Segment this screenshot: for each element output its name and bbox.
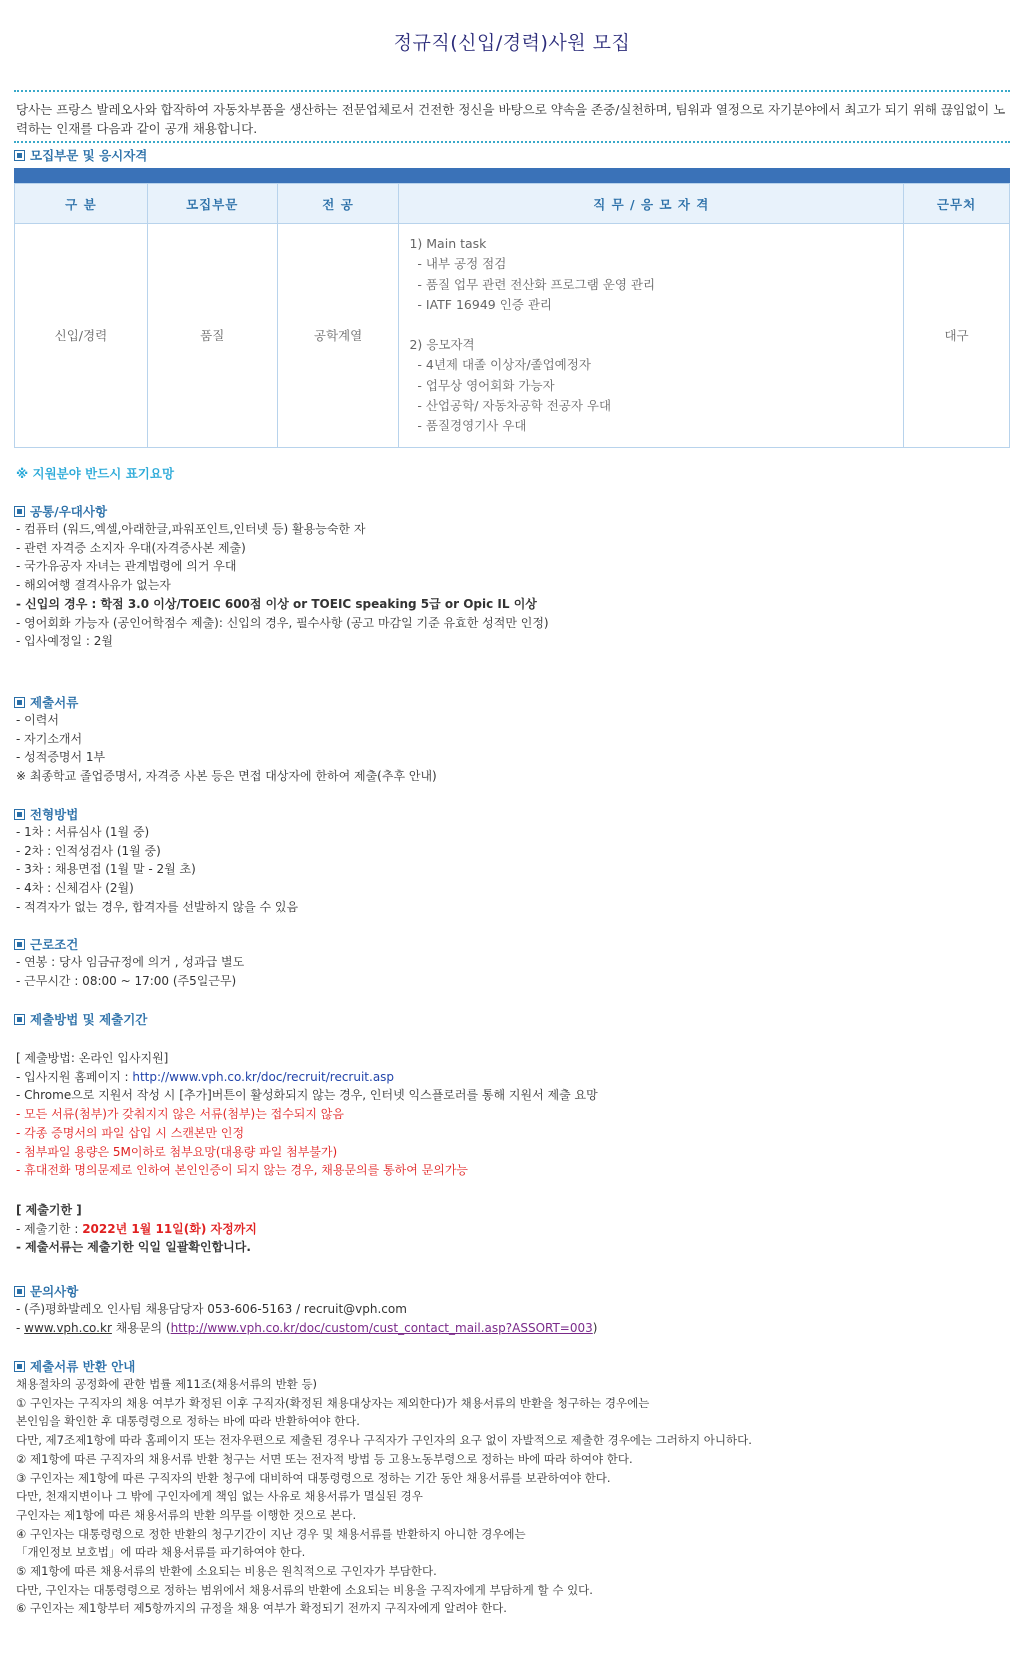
list-item: - 영어회화 가능자 (공인어학점수 제출): 신입의 경우, 필수사항 (공고 마감일 기준 유효한 성적만 인정) (16, 615, 549, 630)
required-note: ※ 지원분야 반드시 표기요망 (16, 466, 175, 481)
contact-mail-link[interactable]: http://www.vph.co.kr/doc/custom/cust_contact_mail.asp?ASSORT=003 (170, 1320, 593, 1335)
list-item: ※ 최종학교 졸업증명서, 자격증 사본 등은 면접 대상자에 한하여 제출(추후 안내) (16, 769, 437, 784)
bullet-box-icon (14, 1014, 25, 1025)
list-item: 다만, 구인자는 대통령령으로 정하는 범위에서 채용서류의 반환에 소요되는 비용을 구직자에게 부담하게 할 수 있다. (16, 1582, 593, 1597)
return-list (16, 1375, 752, 1618)
list-item: - 휴대전화 명의문제로 인하여 본인인증이 되지 않는 경우, 채용문의를 통하여 문의가능 (16, 1163, 469, 1178)
bullet-box-icon (14, 506, 25, 517)
list-item: ③ 구인자는 제1항에 따른 구직자의 반환 청구에 대비하여 대통령령으로 정하는 기간 동안 채용서류를 보관하여야 한다. (16, 1470, 611, 1485)
list-item: ① 구인자는 구직자의 채용 여부가 확정된 이후 구직자(확정된 채용대상자는 제외한다)가 채용서류의 반환을 청구하는 경우에는 (16, 1395, 650, 1410)
list-item: 「개인정보 보호법」에 따라 채용서류를 파기하여야 한다. (16, 1545, 306, 1560)
process-list (16, 823, 298, 917)
deadline-block (16, 1201, 257, 1257)
duty-line: - 업무상 영어회화 가능자 (409, 377, 555, 393)
common-list (16, 520, 549, 651)
recruit-site-link[interactable]: http://www.vph.co.kr/doc/recruit/recruit.asp (132, 1069, 395, 1084)
cell-location: 대구 (904, 224, 1010, 448)
table-header-row (15, 184, 1010, 224)
list-item: - 4차 : 신체검사 (2월) (16, 881, 134, 896)
section-heading-process: 전형방법 (14, 805, 78, 823)
deadline-title: [ 제출기한 ] (16, 1203, 82, 1217)
cell-major: 공학계열 (277, 224, 399, 448)
col-header-location: 근무처 (904, 184, 1010, 224)
duty-line: - 내부 공정 점검 (409, 256, 507, 272)
apply-method-title: [ 제출방법: 온라인 입사지원] (16, 1051, 169, 1065)
table-row (15, 224, 1010, 448)
duty-line: - 4년제 대졸 이상자/졸업예정자 (409, 357, 591, 373)
list-item: - 성적증명서 1부 (16, 750, 106, 765)
col-header-type: 구 분 (15, 184, 148, 224)
intro-text: 당사는 프랑스 발레오사와 합작하여 자동차부품을 생산하는 전문업체로서 건전한 정신을 바탕으로 약속을 존중/실천하며, 팀워과 열정으로 자기분야에서 최고가 되기 위해 끊임없이 노력하는 인재를 다음과 같이 공개 채용합니다. (16, 102, 1006, 136)
contact-line: - www.vph.co.kr 채용문의 (http://www.vph.co.kr/doc/custom/cust_contact_mail.asp?ASSORT=003) (16, 1320, 598, 1335)
list-item: - 연봉 : 당사 임금규정에 의거 , 성과급 별도 (16, 955, 245, 969)
section-heading-return: 제출서류 반환 안내 (14, 1357, 135, 1375)
deadline-value: 2022년 1월 11일(화) 자정까지 (82, 1221, 257, 1236)
list-item: 구인자는 제1항에 따른 채용서류의 반환 의무를 이행한 것으로 본다. (16, 1507, 357, 1522)
list-item: ⑥ 구인자는 제1항부터 제5항까지의 규정을 채용 여부가 확정되기 전까지 구직자에게 알려야 한다. (16, 1601, 507, 1616)
list-item: - 적격자가 없는 경우, 합격자를 선발하지 않을 수 있음 (16, 899, 299, 914)
apply-list (16, 1049, 598, 1180)
list-item: - 각종 증명서의 파일 삽입 시 스캔본만 인정 (16, 1125, 245, 1140)
list-item: - 첨부파일 용량은 5M이하로 첨부요망(대용량 파일 첨부불가) (16, 1144, 338, 1159)
list-item: 다만, 제7조제1항에 따라 홈페이지 또는 전자우편으로 제출된 경우나 구직자가 구인자의 요구 없이 자발적으로 제출한 경우에는 그러하지 아니하다. (16, 1433, 752, 1448)
list-item: - 이력서 (16, 713, 59, 727)
list-item: - Chrome으로 지원서 작성 시 [추가]버튼이 활성화되지 않는 경우, 인터넷 익스플로러를 통해 지원서 제출 요망 (16, 1088, 598, 1103)
list-item: 본인임을 확인한 후 대통령령으로 정하는 바에 따라 반환하여야 한다. (16, 1414, 360, 1429)
list-item: ② 제1항에 따른 구직자의 채용서류 반환 청구는 서면 또는 전자적 방법 등 고용노동부령으로 정하는 바에 따라 하여야 한다. (16, 1451, 633, 1466)
table-top-bar (14, 168, 1010, 183)
col-header-duty: 직 무 / 응 모 자 격 (399, 184, 904, 224)
conditions-list (16, 953, 244, 990)
duty-line: - 품질경영기사 우대 (409, 418, 527, 434)
duty-line: 2) 응모자격 (409, 337, 475, 353)
list-item: 다만, 천재지변이나 그 밖에 구인자에게 책임 없는 사유로 채용서류가 멸실된 경우 (16, 1489, 423, 1504)
page-title: 정규직(신입/경력)사원 모집 (393, 32, 631, 54)
list-item: - 근무시간 : 08:00 ~ 17:00 (주5일근무) (16, 973, 237, 988)
section-heading-apply: 제출방법 및 제출기간 (14, 1010, 147, 1028)
list-item: 채용절차의 공정화에 관한 법률 제11조(채용서류의 반환 등) (16, 1377, 318, 1391)
cell-dept: 품질 (147, 224, 277, 448)
duty-line: - 산업공학/ 자동차공학 전공자 우대 (409, 398, 612, 414)
list-item: - 관련 자격증 소지자 우대(자격증사본 제출) (16, 540, 246, 555)
bullet-box-icon (14, 150, 25, 161)
cell-duty (399, 224, 904, 448)
contact-line: - (주)평화발레오 인사팀 채용담당자 053-606-5163 / recruit@vph.com (16, 1302, 407, 1316)
col-header-major: 전 공 (277, 184, 399, 224)
list-item: - 1차 : 서류심사 (1월 중) (16, 825, 150, 839)
col-header-dept: 모집부문 (147, 184, 277, 224)
divider-bottom (14, 141, 1010, 143)
section-heading-documents: 제출서류 (14, 693, 78, 711)
deadline-line: - 제출기한 : 2022년 1월 11일(화) 자정까지 (16, 1221, 257, 1236)
list-item: ④ 구인자는 대통령령으로 정한 반환의 청구기간이 지난 경우 및 채용서류를 반환하지 아니한 경우에는 (16, 1526, 526, 1541)
company-site-link[interactable]: www.vph.co.kr (24, 1320, 112, 1335)
list-item: - 컴퓨터 (워드,엑셀,아래한글,파워포인트,인터넷 등) 활용능숙한 자 (16, 522, 366, 536)
list-item: - 2차 : 인적성검사 (1월 중) (16, 843, 161, 858)
bullet-box-icon (14, 1361, 25, 1372)
list-item: - 국가유공자 자녀는 관계법령에 의거 우대 (16, 559, 237, 574)
list-item: - 입사지원 홈페이지 : http://www.vph.co.kr/doc/recruit/recruit.asp (16, 1069, 395, 1084)
bullet-box-icon (14, 939, 25, 950)
deadline-note: - 제출서류는 제출기한 익일 일괄확인합니다. (16, 1240, 251, 1255)
list-item: - 자기소개서 (16, 731, 83, 746)
list-item: - 3차 : 채용면접 (1월 말 - 2월 초) (16, 862, 196, 877)
contact-list (16, 1300, 597, 1337)
duty-line (409, 315, 893, 335)
duty-line: 1) Main task (409, 236, 487, 251)
divider-top (14, 90, 1010, 92)
list-item: - 모든 서류(첨부)가 갖춰지지 않은 서류(첨부)는 접수되지 않음 (16, 1107, 344, 1122)
list-item: ⑤ 제1항에 따른 채용서류의 반환에 소요되는 비용은 원칙적으로 구인자가 부담한다. (16, 1564, 437, 1579)
bullet-box-icon (14, 809, 25, 820)
list-item: - 신입의 경우 : 학점 3.0 이상/TOEIC 600점 이상 or TOEIC speaking 5급 or Opic IL 이상 (16, 596, 537, 611)
bullet-box-icon (14, 697, 25, 708)
section-heading-conditions: 근로조건 (14, 935, 78, 953)
cell-type: 신입/경력 (15, 224, 148, 448)
list-item: - 해외여행 결격사유가 없는자 (16, 578, 171, 593)
section-heading-contact: 문의사항 (14, 1282, 78, 1300)
duty-line: - IATF 16949 인증 관리 (409, 296, 552, 312)
documents-list (16, 711, 437, 786)
section-heading-common: 공통/우대사항 (14, 502, 107, 520)
bullet-box-icon (14, 1286, 25, 1297)
section-heading-recruit: 모집부문 및 응시자격 (14, 146, 147, 164)
recruit-table (14, 183, 1010, 448)
list-item: - 입사예정일 : 2월 (16, 634, 114, 649)
duty-line: - 품질 업무 관련 전산화 프로그램 운영 관리 (409, 276, 656, 292)
